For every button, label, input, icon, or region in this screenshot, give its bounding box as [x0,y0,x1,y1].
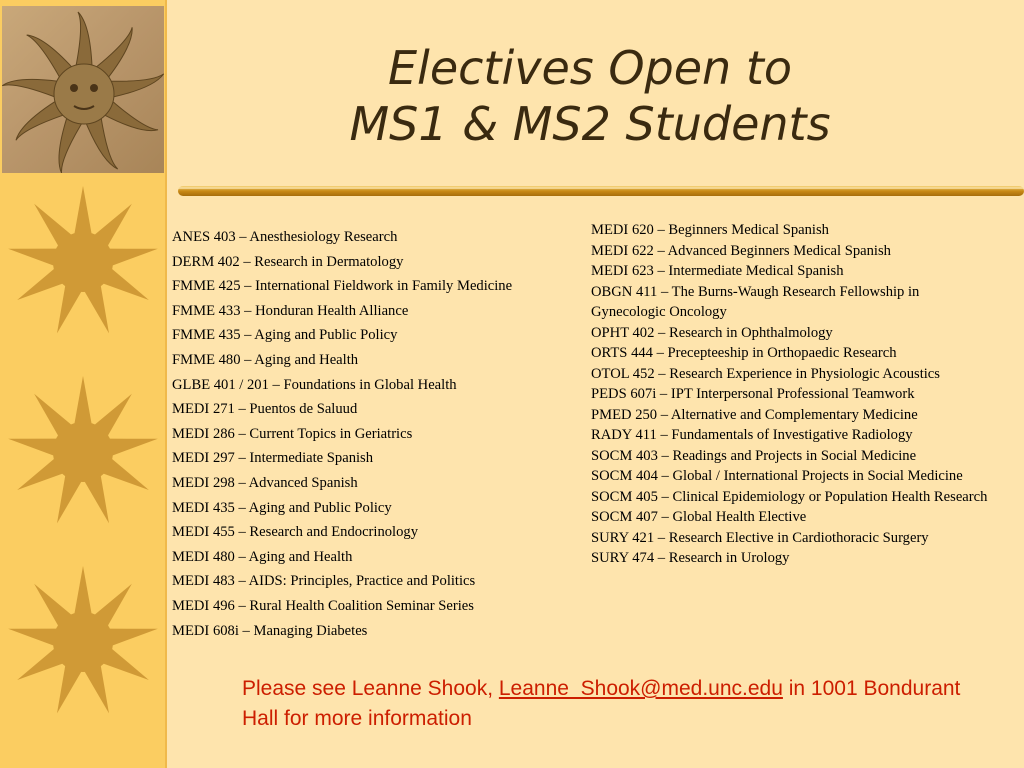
list-item: MEDI 620 – Beginners Medical Spanish [591,222,829,238]
title-line-2: MS1 & MS2 Students [349,97,831,151]
sun-face-photo [2,6,164,173]
list-item: SURY 474 – Research in Urology [591,550,790,566]
list-item: FMME 425 – International Fieldwork in Family Medicine [172,278,513,295]
title-line-1: Electives Open to [387,41,793,95]
list-item: SOCM 407 – Global Health Elective [591,509,807,525]
list-item: SURY 421 – Research Elective in Cardiothoracic Surgery [591,529,929,546]
list-item: SOCM 404 – Global / International Projects in Social Medicine [591,468,963,484]
list-item: FMME 480 – Aging and Health [172,351,359,368]
list-item: GLBE 401 / 201 – Foundations in Global Health [172,376,457,393]
list-item: MEDI 623 – Intermediate Medical Spanish [591,263,844,279]
list-item: MEDI 271 – Puentos de Saluud [172,401,358,418]
list-item: MEDI 435 – Aging and Public Policy [172,499,392,516]
list-item: SOCM 403 – Readings and Projects in Social Medicine [591,447,917,464]
slide-title [195,40,985,152]
list-item: MEDI 297 – Intermediate Spanish [172,450,374,467]
list-item: RADY 411 – Fundamentals of Investigative Radiology [591,427,913,443]
sidebar-divider [165,0,167,768]
list-item: FMME 433 – Honduran Health Alliance [172,302,409,319]
list-item: PMED 250 – Alternative and Complementary Medicine [591,406,918,423]
contact-note [242,674,962,734]
contact-text-after: in 1001 Bondurant Hall for more information [242,677,961,730]
title-rule [178,185,1024,197]
list-item: SOCM 405 – Clinical Epidemiology or Population Health Research [591,488,988,505]
list-item: MEDI 622 – Advanced Beginners Medical Spanish [591,242,891,259]
sun-icon [4,372,162,532]
electives-list-right [591,220,991,569]
sun-icon [4,562,162,722]
email-link[interactable]: Leanne_Shook@med.unc.edu [498,677,783,700]
list-item: OTOL 452 – Research Experience in Physiologic Acoustics [591,365,940,382]
list-item: MEDI 608i – Managing Diabetes [172,622,368,639]
list-item: OPHT 402 – Research in Ophthalmology [591,324,833,341]
sidebar [0,0,165,768]
list-item: DERM 402 – Research in Dermatology [172,253,404,270]
list-item: ORTS 444 – Precepteeship in Orthopaedic Research [591,345,897,361]
list-item: MEDI 298 – Advanced Spanish [172,474,358,491]
list-item: MEDI 286 – Current Topics in Geriatrics [172,425,413,442]
contact-text-before: Please see Leanne Shook, [242,677,499,700]
list-item: FMME 435 – Aging and Public Policy [172,327,398,344]
list-item: PEDS 607i – IPT Interpersonal Professional Teamwork [591,386,915,402]
sun-icon [4,182,162,342]
electives-list-left [172,227,582,645]
list-item: MEDI 455 – Research and Endocrinology [172,524,419,541]
list-item: MEDI 480 – Aging and Health [172,548,353,565]
list-item: MEDI 496 – Rural Health Coalition Seminar Series [172,597,474,614]
list-item: OBGN 411 – The Burns-Waugh Research Fellowship in Gynecologic Oncology [591,283,920,320]
list-item: MEDI 483 – AIDS: Principles, Practice and Politics [172,573,476,590]
list-item: ANES 403 – Anesthesiology Research [172,229,398,245]
